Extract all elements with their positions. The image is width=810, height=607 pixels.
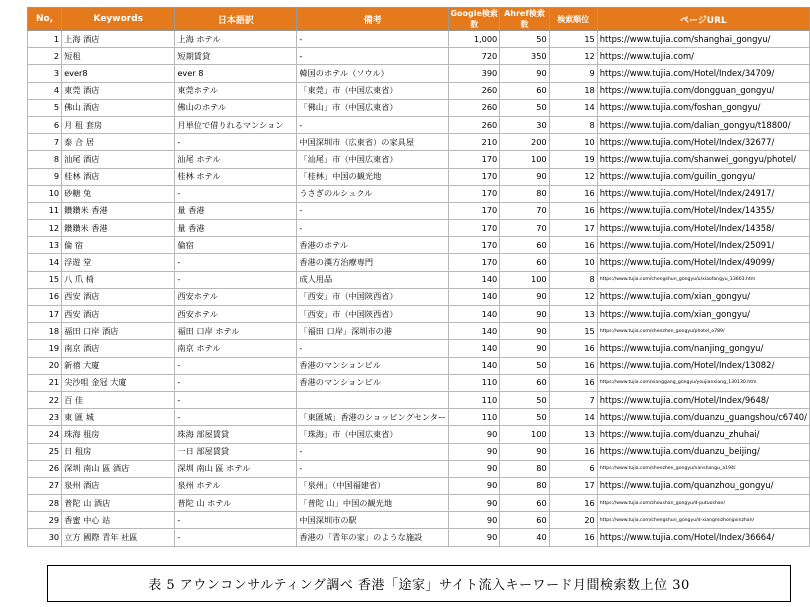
row-number: 10 (28, 185, 62, 202)
ahref-volume-cell: 80 (500, 185, 549, 202)
table-header-row (28, 8, 810, 31)
google-volume-cell: 1,000 (449, 31, 500, 48)
rank-cell: 14 (549, 99, 597, 116)
row-number: 2 (28, 48, 62, 65)
row-number: 29 (28, 512, 62, 529)
google-volume-cell: 170 (449, 237, 500, 254)
row-number: 22 (28, 391, 62, 408)
ahref-volume-cell: 50 (500, 31, 549, 48)
url-cell: https://www.tujia.com/nanjing_gongyu/ (597, 340, 809, 357)
keyword-cell: 珠海 租房 (62, 426, 175, 443)
note-cell: - (297, 460, 449, 477)
keyword-cell: 南京 酒店 (62, 340, 175, 357)
keyword-cell: 東莞 酒店 (62, 82, 175, 99)
japanese-cell: 南京 ホテル (175, 340, 297, 357)
keyword-cell: 日 租房 (62, 443, 175, 460)
note-cell: 中国深圳市の駅 (297, 512, 449, 529)
row-number: 15 (28, 271, 62, 288)
url-cell: https://www.tujia.com/dongguan_gongyu/ (597, 82, 809, 99)
note-cell: 成人用品 (297, 271, 449, 288)
keyword-cell: 倫 宿 (62, 237, 175, 254)
keyword-cell: ever8 (62, 65, 175, 82)
keyword-cell: 深圳 南山 區 酒店 (62, 460, 175, 477)
japanese-cell: 短期賃貸 (175, 48, 297, 65)
keyword-cell: 西安 酒店 (62, 306, 175, 323)
note-cell: 香港の「青年の家」のような施設 (297, 529, 449, 546)
url-cell: https://www.tujia.com/xianggang_gongyu/youjianxiang_130130.htm (597, 374, 809, 391)
ahref-volume-cell: 50 (500, 357, 549, 374)
keyword-cell: 短租 (62, 48, 175, 65)
table-row (28, 65, 810, 82)
table-row (28, 495, 810, 512)
google-volume-cell: 140 (449, 357, 500, 374)
url-cell: https://www.tujia.com/ (597, 48, 809, 65)
table-row (28, 271, 810, 288)
rank-cell: 8 (549, 116, 597, 133)
table-row (28, 306, 810, 323)
rank-cell: 17 (549, 220, 597, 237)
note-cell: - (297, 48, 449, 65)
header-rank: 検索順位 (549, 8, 597, 31)
ahref-volume-cell: 100 (500, 151, 549, 168)
table-row (28, 288, 810, 305)
japanese-cell: 福田 口岸 ホテル (175, 323, 297, 340)
url-cell: https://www.tujia.com/Hotel/Index/14355/ (597, 202, 809, 219)
table-row (28, 48, 810, 65)
row-number: 20 (28, 357, 62, 374)
note-cell: 「福田 口岸」深圳市の港 (297, 323, 449, 340)
row-number: 13 (28, 237, 62, 254)
url-cell: https://www.tujia.com/Hotel/Index/9648/ (597, 391, 809, 408)
japanese-cell: - (175, 409, 297, 426)
keyword-cell: 月 租 套房 (62, 116, 175, 133)
japanese-cell: 珠海 部屋賃貸 (175, 426, 297, 443)
google-volume-cell: 110 (449, 409, 500, 426)
japanese-cell: - (175, 357, 297, 374)
ahref-volume-cell: 80 (500, 477, 549, 494)
rank-cell: 13 (549, 306, 597, 323)
header-ahref-volume: Ahref検索数 (500, 8, 549, 31)
ahref-volume-cell: 100 (500, 271, 549, 288)
row-number: 23 (28, 409, 62, 426)
japanese-cell: - (175, 271, 297, 288)
keyword-cell: 東 匯 城 (62, 409, 175, 426)
note-cell: - (297, 202, 449, 219)
note-cell: 「西安」市（中国陝西省） (297, 306, 449, 323)
google-volume-cell: 720 (449, 48, 500, 65)
url-cell: https://www.tujia.com/guilin_gongyu/ (597, 168, 809, 185)
table-row (28, 82, 810, 99)
row-number: 6 (28, 116, 62, 133)
rank-cell: 16 (549, 374, 597, 391)
url-cell: https://www.tujia.com/dalian_gongyu/t18800/ (597, 116, 809, 133)
google-volume-cell: 260 (449, 116, 500, 133)
row-number: 24 (28, 426, 62, 443)
rank-cell: 16 (549, 443, 597, 460)
ahref-volume-cell: 90 (500, 288, 549, 305)
row-number: 27 (28, 477, 62, 494)
note-cell: 「泉州」（中国福建省） (297, 477, 449, 494)
keyword-cell: 普陀 山 酒店 (62, 495, 175, 512)
url-cell: https://www.tujia.com/Hotel/Index/49099/ (597, 254, 809, 271)
table-row (28, 323, 810, 340)
rank-cell: 16 (549, 202, 597, 219)
row-number: 18 (28, 323, 62, 340)
rank-cell: 18 (549, 82, 597, 99)
keyword-cell: 新禧 大廈 (62, 357, 175, 374)
note-cell: 香港の漢方治療専門 (297, 254, 449, 271)
row-number: 26 (28, 460, 62, 477)
note-cell: 「西安」市（中国陝西省） (297, 288, 449, 305)
ahref-volume-cell: 60 (500, 512, 549, 529)
keyword-cell: 浮遊 堂 (62, 254, 175, 271)
table-row (28, 116, 810, 133)
table-row (28, 340, 810, 357)
row-number: 8 (28, 151, 62, 168)
url-cell: https://www.tujia.com/foshan_gongyu/ (597, 99, 809, 116)
row-number: 21 (28, 374, 62, 391)
row-number: 3 (28, 65, 62, 82)
rank-cell: 7 (549, 391, 597, 408)
table-row (28, 185, 810, 202)
table-row (28, 357, 810, 374)
rank-cell: 20 (549, 512, 597, 529)
url-cell: https://www.tujia.com/shanwei_gongyu/photel/ (597, 151, 809, 168)
table-row (28, 409, 810, 426)
ahref-volume-cell: 90 (500, 443, 549, 460)
url-cell: https://www.tujia.com/duanzu_beijing/ (597, 443, 809, 460)
keyword-cell: 尖沙咀 金冠 大廈 (62, 374, 175, 391)
table-row (28, 151, 810, 168)
header-keywords: Keywords (62, 8, 175, 31)
rank-cell: 12 (549, 168, 597, 185)
url-cell: https://www.tujia.com/chengshun_gongyu/u/xiaofangyu_13663.htm (597, 271, 809, 288)
google-volume-cell: 260 (449, 99, 500, 116)
japanese-cell: 倫宿 (175, 237, 297, 254)
google-volume-cell: 170 (449, 254, 500, 271)
google-volume-cell: 390 (449, 65, 500, 82)
table-row (28, 477, 810, 494)
rank-cell: 8 (549, 271, 597, 288)
note-cell: - (297, 116, 449, 133)
rank-cell: 10 (549, 254, 597, 271)
rank-cell: 16 (549, 495, 597, 512)
table-row (28, 391, 810, 408)
ahref-volume-cell: 100 (500, 426, 549, 443)
url-cell: https://www.tujia.com/zhoushan_gongyu/d-putuoshan/ (597, 495, 809, 512)
note-cell: - (297, 443, 449, 460)
note-cell: 「東莞」市（中国広東省） (297, 82, 449, 99)
note-cell: うさぎのルシュクル (297, 185, 449, 202)
japanese-cell: - (175, 374, 297, 391)
table-row (28, 374, 810, 391)
ahref-volume-cell: 70 (500, 202, 549, 219)
keyword-cell: 泰 合 居 (62, 134, 175, 151)
table-row (28, 460, 810, 477)
rank-cell: 12 (549, 48, 597, 65)
url-cell: https://www.tujia.com/Hotel/Index/14358/ (597, 220, 809, 237)
table-row (28, 443, 810, 460)
url-cell: https://www.tujia.com/quanzhou_gongyu/ (597, 477, 809, 494)
keyword-table (27, 7, 810, 547)
ahref-volume-cell: 50 (500, 409, 549, 426)
ahref-volume-cell: 90 (500, 323, 549, 340)
rank-cell: 16 (549, 357, 597, 374)
ahref-volume-cell: 60 (500, 82, 549, 99)
keyword-cell: 鑽鑽米 香港 (62, 220, 175, 237)
japanese-cell: 泉州 ホテル (175, 477, 297, 494)
keyword-cell: 西安 酒店 (62, 288, 175, 305)
japanese-cell: 量 香港 (175, 220, 297, 237)
google-volume-cell: 170 (449, 168, 500, 185)
ahref-volume-cell: 200 (500, 134, 549, 151)
ahref-volume-cell: 60 (500, 374, 549, 391)
google-volume-cell: 90 (449, 460, 500, 477)
row-number: 1 (28, 31, 62, 48)
japanese-cell: - (175, 391, 297, 408)
note-cell: 「珠海」市（中国広東省） (297, 426, 449, 443)
google-volume-cell: 140 (449, 306, 500, 323)
row-number: 11 (28, 202, 62, 219)
ahref-volume-cell: 90 (500, 65, 549, 82)
url-cell: https://www.tujia.com/Hotel/Index/32677/ (597, 134, 809, 151)
google-volume-cell: 140 (449, 340, 500, 357)
url-cell: https://www.tujia.com/shanghai_gongyu/ (597, 31, 809, 48)
google-volume-cell: 170 (449, 220, 500, 237)
ahref-volume-cell: 70 (500, 220, 549, 237)
url-cell: https://www.tujia.com/Hotel/Index/25091/ (597, 237, 809, 254)
ahref-volume-cell: 50 (500, 391, 549, 408)
note-cell: 「汕尾」市（中国広東省） (297, 151, 449, 168)
note-cell: 韓国のホテル（ソウル） (297, 65, 449, 82)
google-volume-cell: 140 (449, 288, 500, 305)
note-cell: 「桂林」中国の観光地 (297, 168, 449, 185)
ahref-volume-cell: 30 (500, 116, 549, 133)
table-row (28, 202, 810, 219)
row-number: 5 (28, 99, 62, 116)
note-cell: 「佛山」市（中国広東省） (297, 99, 449, 116)
row-number: 25 (28, 443, 62, 460)
note-cell: 「普陀 山」中国の観光地 (297, 495, 449, 512)
japanese-cell: 一日 部屋賃貸 (175, 443, 297, 460)
row-number: 16 (28, 288, 62, 305)
url-cell: https://www.tujia.com/Hotel/Index/34709/ (597, 65, 809, 82)
table-row (28, 99, 810, 116)
google-volume-cell: 90 (449, 443, 500, 460)
rank-cell: 16 (549, 237, 597, 254)
google-volume-cell: 170 (449, 185, 500, 202)
table-row (28, 237, 810, 254)
japanese-cell: - (175, 254, 297, 271)
ahref-volume-cell: 80 (500, 460, 549, 477)
keyword-cell: 福田 口岸 酒店 (62, 323, 175, 340)
japanese-cell: 月単位で借りれるマンション (175, 116, 297, 133)
url-cell: https://www.tujia.com/Hotel/Index/24917/ (597, 185, 809, 202)
url-cell: https://www.tujia.com/xian_gongyu/ (597, 306, 809, 323)
japanese-cell: 佛山のホテル (175, 99, 297, 116)
note-cell: - (297, 31, 449, 48)
table-caption: 表 5 アウンコンサルティング調べ 香港「途家」サイト流入キーワード月間検索数上位 30 (47, 565, 791, 602)
rank-cell: 16 (549, 340, 597, 357)
row-number: 19 (28, 340, 62, 357)
note-cell: - (297, 340, 449, 357)
japanese-cell: ever 8 (175, 65, 297, 82)
japanese-cell: 西安ホテル (175, 288, 297, 305)
japanese-cell: 西安ホテル (175, 306, 297, 323)
keyword-cell: 立方 國際 青年 社區 (62, 529, 175, 546)
japanese-cell: - (175, 529, 297, 546)
japanese-cell: 汕尾 ホテル (175, 151, 297, 168)
rank-cell: 16 (549, 529, 597, 546)
rank-cell: 14 (549, 409, 597, 426)
table-body (28, 31, 810, 547)
note-cell: 香港のマンションビル (297, 357, 449, 374)
ahref-volume-cell: 60 (500, 237, 549, 254)
note-cell: 「東匯城」香港のショッピングセンター (297, 409, 449, 426)
rank-cell: 13 (549, 426, 597, 443)
rank-cell: 15 (549, 31, 597, 48)
row-number: 30 (28, 529, 62, 546)
google-volume-cell: 260 (449, 82, 500, 99)
note-cell: 香港のホテル (297, 237, 449, 254)
table-row (28, 529, 810, 546)
header-google-volume: Google検索数 (450, 9, 498, 29)
table-row (28, 426, 810, 443)
japanese-cell: - (175, 185, 297, 202)
rank-cell: 12 (549, 288, 597, 305)
rank-cell: 10 (549, 134, 597, 151)
ahref-volume-cell: 90 (500, 306, 549, 323)
google-volume-cell: 90 (449, 477, 500, 494)
keyword-cell: 八 爪 椅 (62, 271, 175, 288)
row-number: 12 (28, 220, 62, 237)
rank-cell: 9 (549, 65, 597, 82)
google-volume-cell: 90 (449, 512, 500, 529)
url-cell: https://www.tujia.com/shenzhen_gongyu/nanshangu_a194/ (597, 460, 809, 477)
rank-cell: 17 (549, 477, 597, 494)
japanese-cell: 量 香港 (175, 202, 297, 219)
url-cell: https://www.tujia.com/Hotel/Index/36664/ (597, 529, 809, 546)
url-cell: https://www.tujia.com/xian_gongyu/ (597, 288, 809, 305)
url-cell: https://www.tujia.com/duanzu_guangshou/c6740/ (597, 409, 809, 426)
google-volume-cell: 90 (449, 426, 500, 443)
table-row (28, 31, 810, 48)
keyword-cell: 鑽鑽米 香港 (62, 202, 175, 219)
google-volume-cell: 170 (449, 202, 500, 219)
table-row (28, 220, 810, 237)
ahref-volume-cell: 60 (500, 254, 549, 271)
url-cell: https://www.tujia.com/shenzhen_gongyu/photel_o789/ (597, 323, 809, 340)
table-row (28, 254, 810, 271)
row-number: 4 (28, 82, 62, 99)
note-cell: 中国深圳市（広東省）の家具屋 (297, 134, 449, 151)
google-volume-cell: 170 (449, 151, 500, 168)
header-japanese: 日本語訳 (175, 8, 297, 31)
row-number: 9 (28, 168, 62, 185)
row-number: 28 (28, 495, 62, 512)
japanese-cell: 上海 ホテル (175, 31, 297, 48)
japanese-cell: - (175, 512, 297, 529)
keyword-cell: 上海 酒店 (62, 31, 175, 48)
japanese-cell: 深圳 南山 區 ホテル (175, 460, 297, 477)
ahref-volume-cell: 40 (500, 529, 549, 546)
header-no: No, (28, 8, 62, 31)
header-page-url: ページURL (597, 8, 809, 31)
ahref-volume-cell: 90 (500, 340, 549, 357)
google-volume-cell: 90 (449, 529, 500, 546)
keyword-cell: 百 佳 (62, 391, 175, 408)
google-volume-cell: 140 (449, 323, 500, 340)
rank-cell: 19 (549, 151, 597, 168)
row-number: 14 (28, 254, 62, 271)
table-row (28, 168, 810, 185)
row-number: 17 (28, 306, 62, 323)
url-cell: https://www.tujia.com/duanzu_zhuhai/ (597, 426, 809, 443)
note-cell: 香港のマンションビル (297, 374, 449, 391)
keyword-cell: 砂糖 兔 (62, 185, 175, 202)
google-volume-cell: 210 (449, 134, 500, 151)
ahref-volume-cell: 90 (500, 168, 549, 185)
ahref-volume-cell: 60 (500, 495, 549, 512)
japanese-cell: 普陀 山 ホテル (175, 495, 297, 512)
url-cell: https://www.tujia.com/chengshun_gongyu/d-xiangmizhongxinzhan/ (597, 512, 809, 529)
ahref-volume-cell: 350 (500, 48, 549, 65)
keyword-cell: 桂林 酒店 (62, 168, 175, 185)
google-volume-cell: 110 (449, 374, 500, 391)
rank-cell: 16 (549, 185, 597, 202)
header-notes: 備考 (297, 8, 449, 31)
keyword-cell: 佛山 酒店 (62, 99, 175, 116)
google-volume-cell: 90 (449, 495, 500, 512)
japanese-cell: 東莞ホテル (175, 82, 297, 99)
table-row (28, 512, 810, 529)
japanese-cell: - (175, 134, 297, 151)
table-row (28, 134, 810, 151)
row-number: 7 (28, 134, 62, 151)
keyword-cell: 香蜜 中心 站 (62, 512, 175, 529)
note-cell: - (297, 220, 449, 237)
google-volume-cell: 110 (449, 391, 500, 408)
rank-cell: 6 (549, 460, 597, 477)
keyword-cell: 泉州 酒店 (62, 477, 175, 494)
url-cell: https://www.tujia.com/Hotel/Index/13082/ (597, 357, 809, 374)
ahref-volume-cell: 50 (500, 99, 549, 116)
rank-cell: 15 (549, 323, 597, 340)
note-cell (297, 391, 449, 408)
keyword-cell: 汕尾 酒店 (62, 151, 175, 168)
google-volume-cell: 140 (449, 271, 500, 288)
japanese-cell: 桂林 ホテル (175, 168, 297, 185)
